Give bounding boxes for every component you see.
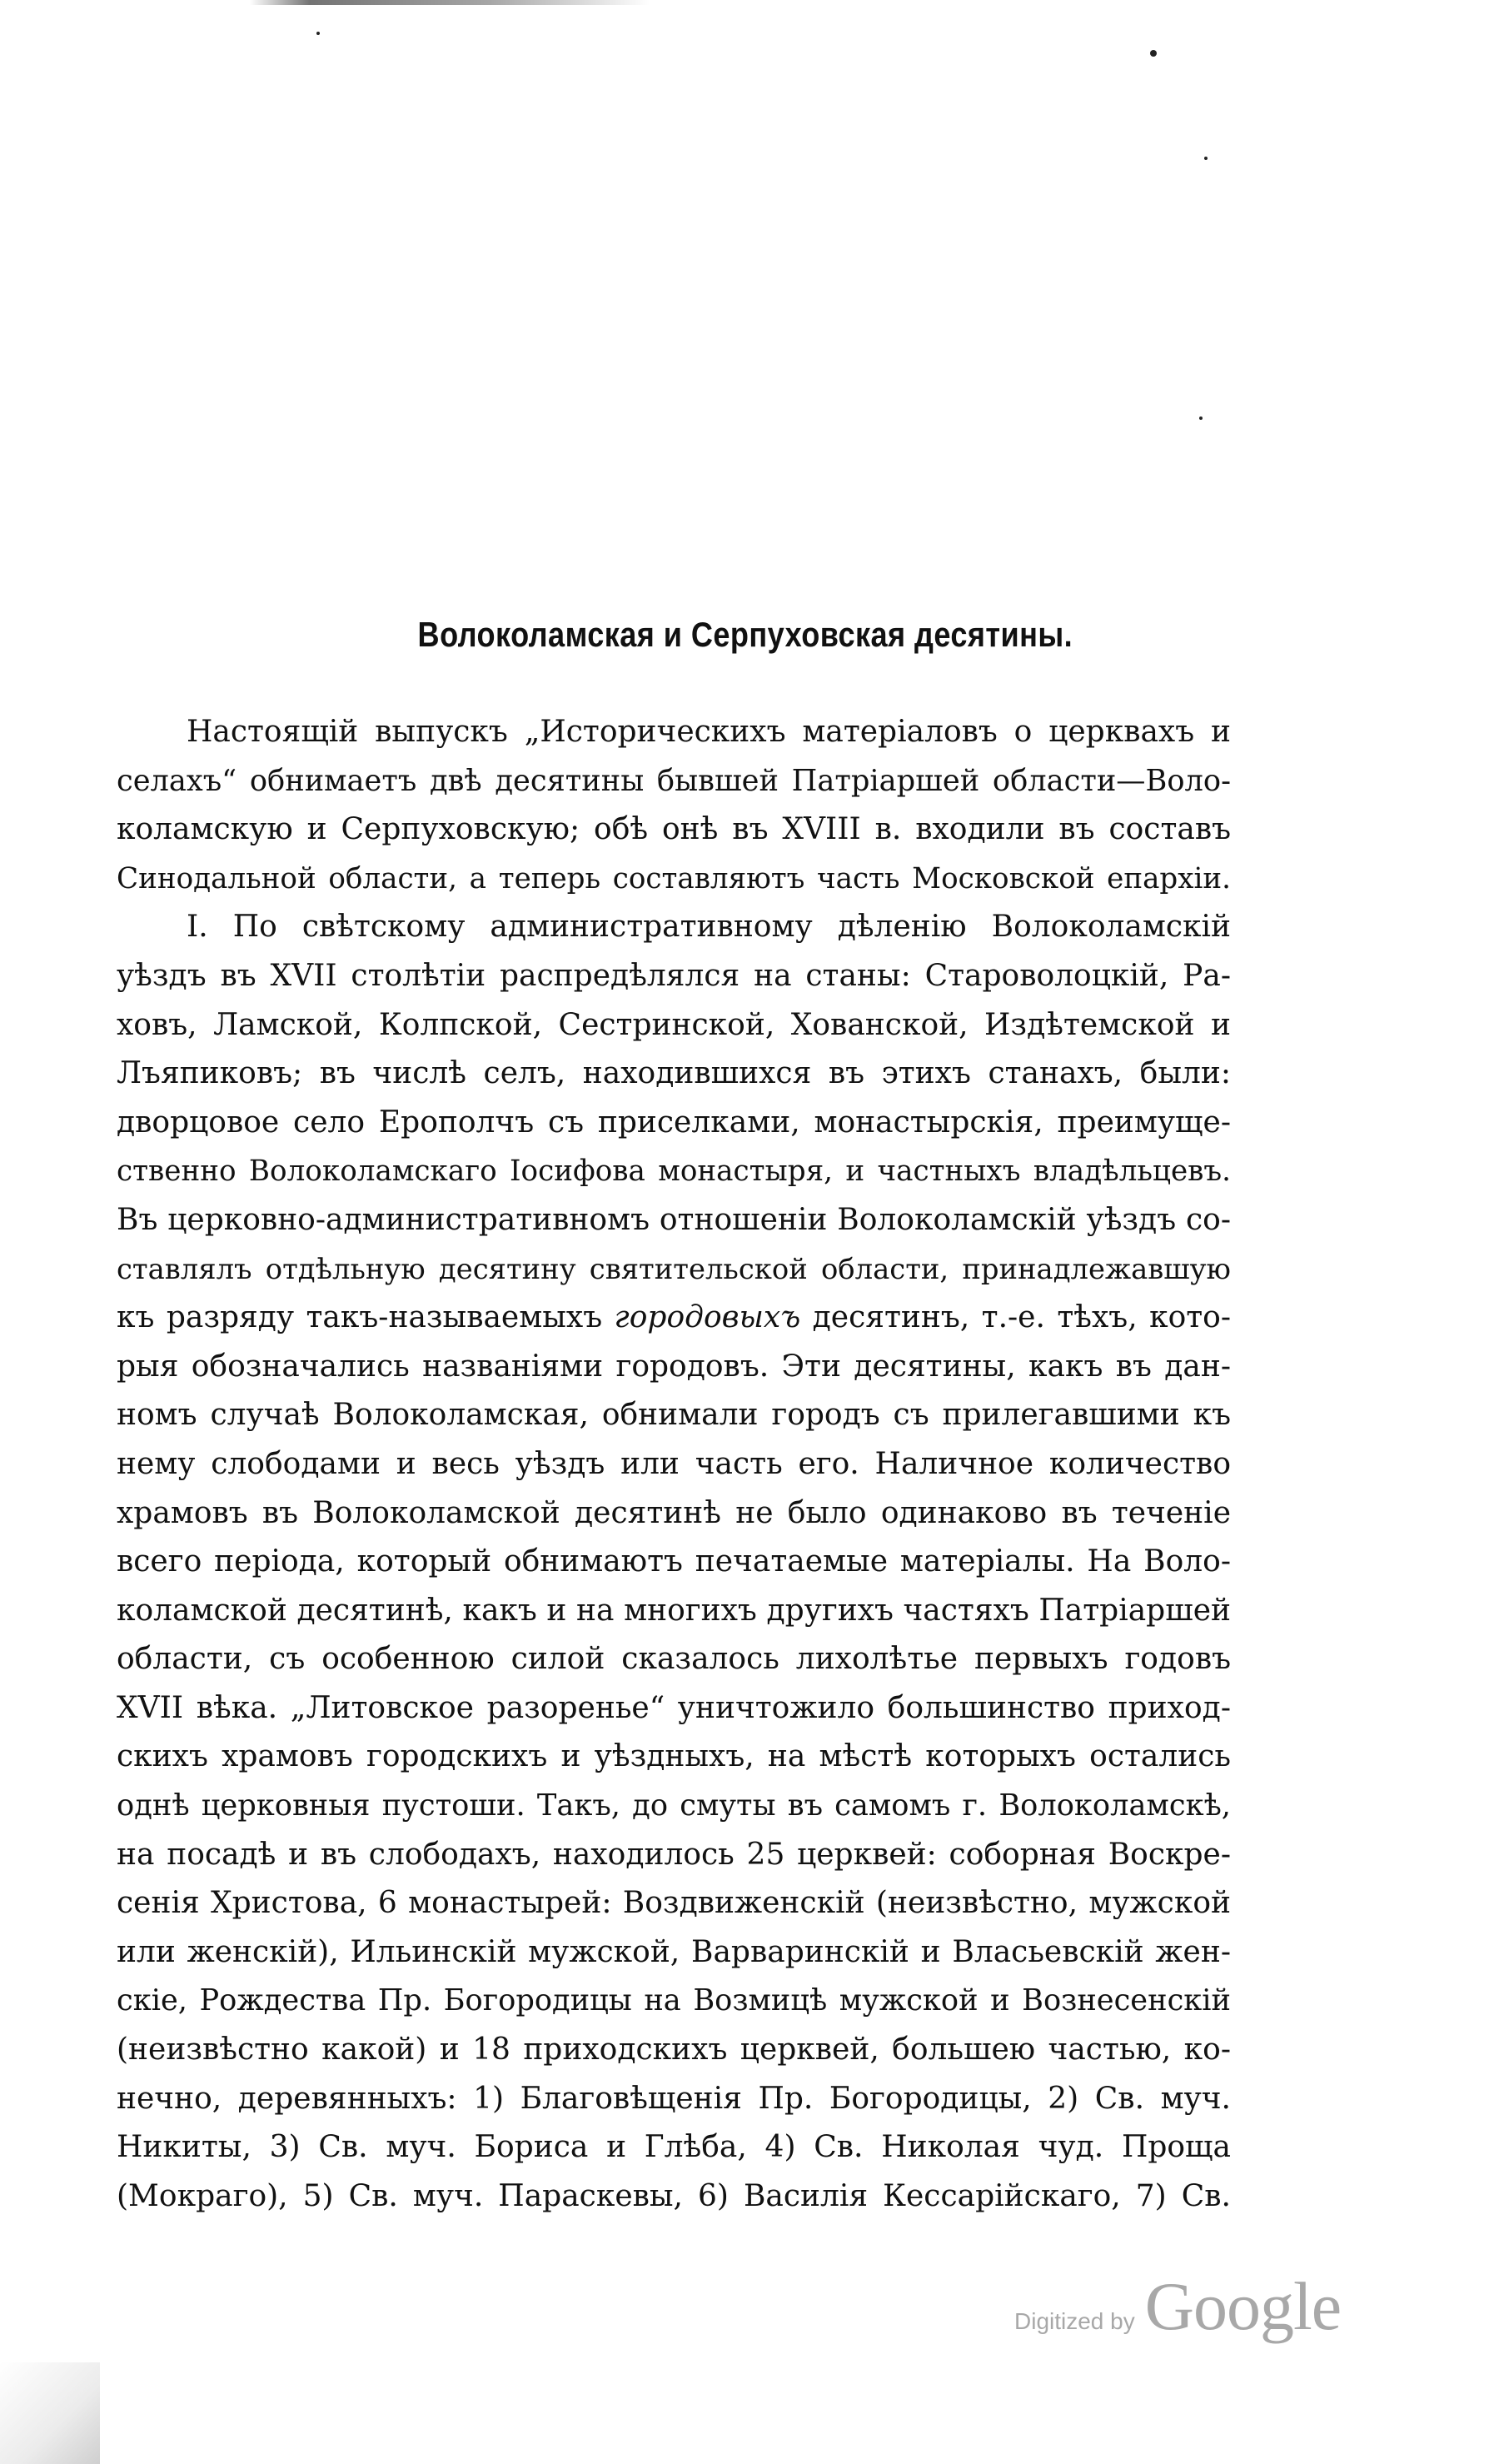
scan-edge-artifact bbox=[250, 0, 650, 5]
text-line: рыя обозначались названіями городовъ. Эти десятины, какъ въ дан- bbox=[117, 1349, 1231, 1384]
text-line: (Мокраго), 5) Св. муч. Параскевы, 6) Василія Кессарійскаго, 7) Св. bbox=[117, 2178, 1231, 2213]
scan-corner-shadow bbox=[0, 2362, 100, 2464]
text-line: XVII вѣка. „Литовское разоренье“ уничтожило большинство приход- bbox=[117, 1690, 1231, 1725]
text-line: дворцовое село Ерополчъ съ приселками, монастырскія, преимуще- bbox=[117, 1105, 1231, 1140]
text-line: нечно, деревянныхъ: 1) Благовѣщенія Пр. Богородицы, 2) Св. муч. bbox=[117, 2081, 1231, 2116]
text-line: (неизвѣстно какой) и 18 приходскихъ церквей, большею частью, ко- bbox=[117, 2033, 1231, 2067]
scan-speck bbox=[1150, 50, 1157, 57]
digitized-watermark bbox=[1014, 2267, 1342, 2344]
text-line: коламской десятинѣ, какъ и на многихъ другихъ частяхъ Патріаршей bbox=[117, 1593, 1231, 1628]
text-line-with-emphasis bbox=[117, 1294, 1231, 1343]
scan-speck bbox=[1204, 157, 1208, 160]
text-line: сенія Христова, 6 монастырей: Воздвиженскій (неизвѣстно, мужской bbox=[117, 1886, 1231, 1921]
text-segment: десятинъ, т.-е. тѣхъ, кото- bbox=[800, 1300, 1231, 1335]
text-line: Синодальной области, а теперь составляютъ часть Московской епархіи. bbox=[117, 861, 1231, 895]
text-segment: къ разряду такъ-называемыхъ bbox=[117, 1300, 615, 1335]
text-line: или женскій), Ильинскій мужской, Варваринскій и Власьевскій жен- bbox=[117, 1934, 1231, 1969]
text-line: скіе, Рождества Пр. Богородицы на Возмицѣ мужской и Вознесенскій bbox=[117, 1983, 1231, 2018]
text-line: Лъяпиковъ; въ числѣ селъ, находившихся въ этихъ станахъ, были: bbox=[117, 1056, 1231, 1091]
scan-speck bbox=[316, 32, 320, 35]
section-heading: Волоколамская и Серпуховская десятины. bbox=[417, 615, 1073, 654]
body-text bbox=[117, 708, 1231, 2221]
text-line: скихъ храмовъ городскихъ и уѣздныхъ, на мѣстѣ которыхъ остались bbox=[117, 1739, 1231, 1774]
text-line: ставлялъ отдѣльную десятину святительской области, принадлежавшую bbox=[117, 1252, 1231, 1285]
text-line: I. По свѣтскому административному дѣленію Волоколамскій bbox=[187, 910, 1231, 945]
text-line: уѣздъ въ XVII столѣтіи распредѣлялся на станы: Староволоцкій, Ра- bbox=[117, 958, 1231, 993]
text-line: Никиты, 3) Св. муч. Бориса и Глѣба, 4) Св. Николая чуд. Проща bbox=[117, 2130, 1231, 2165]
text-line: однѣ церковныя пустоши. Такъ, до смуты въ самомъ г. Волоколамскѣ, bbox=[117, 1788, 1231, 1823]
text-line: храмовъ въ Волоколамской десятинѣ не было одинаково въ теченіе bbox=[117, 1495, 1231, 1530]
text-line: всего періода, который обнимаютъ печатаемые матеріалы. На Воло- bbox=[117, 1544, 1231, 1579]
text-line: на посадѣ и въ слободахъ, находилось 25 церквей: соборная Воскре- bbox=[117, 1837, 1231, 1872]
text-line: номъ случаѣ Волоколамская, обнимали городъ съ прилегавшими къ bbox=[117, 1398, 1231, 1433]
text-line: области, съ особенною силой сказалось лихолѣтье первыхъ годовъ bbox=[117, 1642, 1231, 1677]
text-line: коламскую и Серпуховскую; обѣ онѣ въ XVIII в. входили въ составъ bbox=[117, 812, 1231, 847]
text-line: ховъ, Ламской, Колпской, Сестринской, Хованской, Издѣтемской и bbox=[117, 1007, 1231, 1042]
watermark-prefix: Digitized by bbox=[1014, 2308, 1135, 2334]
text-line: селахъ“ обнимаетъ двѣ десятины бывшей Патріаршей области—Воло- bbox=[117, 763, 1231, 798]
google-logo: Google bbox=[1144, 2268, 1342, 2344]
text-line: Настоящій выпускъ „Историческихъ матеріаловъ о церквахъ и bbox=[187, 715, 1231, 749]
scan-speck bbox=[1199, 416, 1203, 420]
italic-term: городовыхъ bbox=[614, 1300, 801, 1335]
text-line: Въ церковно-административномъ отношеніи Волоколамскій уѣздъ со- bbox=[117, 1202, 1231, 1237]
text-line: ственно Волоколамскаго Іосифова монастыря, и частныхъ владѣльцевъ. bbox=[117, 1155, 1231, 1189]
text-line: нему слободами и весь уѣздъ или часть его. Наличное количество bbox=[117, 1446, 1231, 1481]
